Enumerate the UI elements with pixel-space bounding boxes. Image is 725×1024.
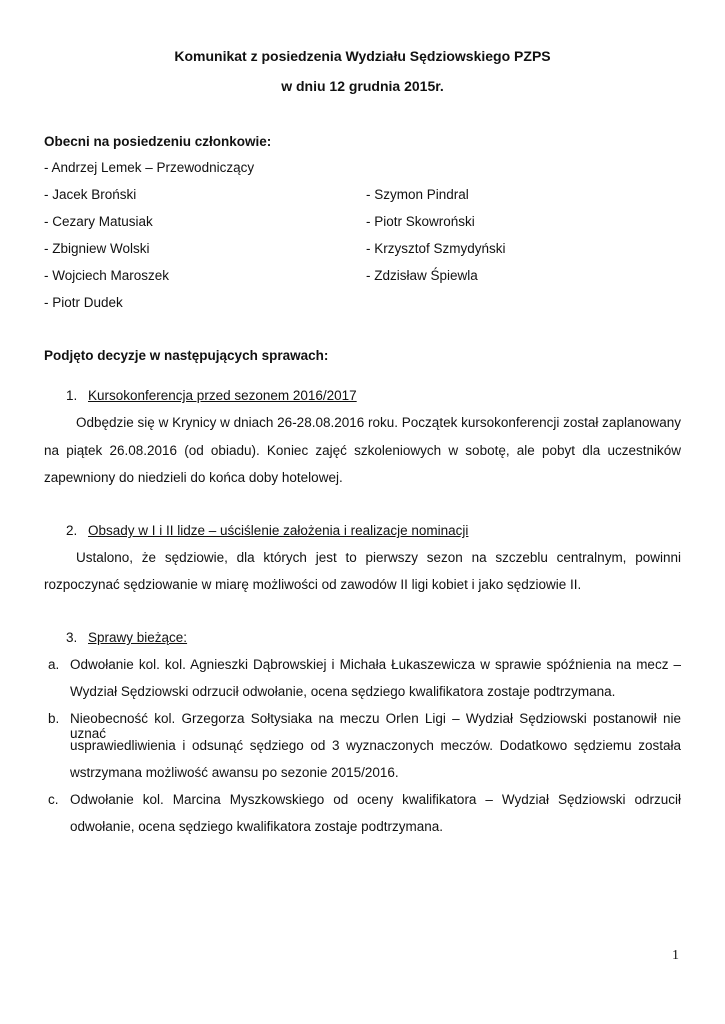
member-chair: - Andrzej Lemek – Przewodniczący xyxy=(44,160,255,175)
list-item-line: Odwołanie kol. kol. Agnieszki Dąbrowskiej i Michała Łukaszewicza w sprawie spóźnienia na mecz – xyxy=(70,657,681,672)
section-title: Kursokonferencja przed sezonem 2016/2017 xyxy=(88,388,357,403)
member-left: - Piotr Dudek xyxy=(44,295,123,310)
list-letter: b. xyxy=(48,711,60,726)
paragraph-line: na piątek 26.08.2016 (od obiadu). Koniec zajęć szkoleniowych w sobotę, ale pobyt dla uczestników xyxy=(44,443,681,458)
paragraph-line: rozpoczynać sędziowanie w miarę możliwości od zawodów II ligi kobiet i jako sędziowie II. xyxy=(44,577,582,592)
decisions-heading: Podjęto decyzje w następujących sprawach: xyxy=(44,348,329,363)
list-item-line: usprawiedliwienia i odsunąć sędziego od 3 wyznaczonych meczów. Dodatkowo sędziemu została xyxy=(70,738,681,753)
member-left: - Cezary Matusiak xyxy=(44,214,153,229)
member-left: - Zbigniew Wolski xyxy=(44,241,150,256)
member-left: - Jacek Broński xyxy=(44,187,137,202)
list-item-line: Nieobecność kol. Grzegorza Sołtysiaka na meczu Orlen Ligi – Wydział Sędziowski postanowił nie uznać xyxy=(70,711,681,741)
section-title: Sprawy bieżące: xyxy=(88,630,188,645)
list-item-line: Odwołanie kol. Marcina Myszkowskiego od oceny kwalifikatora – Wydział Sędziowski odrzucił xyxy=(70,792,681,807)
paragraph-line: Odbędzie się w Krynicy w dniach 26-28.08.2016 roku. Początek kursokonferencji został zaplanowany xyxy=(76,415,681,430)
paragraph-line: zapewniony do niedzieli do końca doby hotelowej. xyxy=(44,470,343,485)
page-number: 1 xyxy=(672,948,679,963)
document-date: w dniu 12 grudnia 2015r. xyxy=(281,78,444,94)
member-left: - Wojciech Maroszek xyxy=(44,268,170,283)
member-right: - Zdzisław Śpiewla xyxy=(366,268,478,283)
list-item-line: Wydział Sędziowski odrzucił odwołanie, ocena sędziego kwalifikatora zostaje podtrzymana. xyxy=(70,684,616,699)
section-title: Obsady w I i II lidze – uściślenie założenia i realizacje nominacji xyxy=(88,523,469,538)
document-title: Komunikat z posiedzenia Wydziału Sędziowskiego PZPS xyxy=(174,48,551,64)
paragraph-line: Ustalono, że sędziowie, dla których jest to pierwszy sezon na szczeblu centralnym, powinni xyxy=(76,550,681,565)
section-number: 2. xyxy=(66,523,78,538)
list-letter: a. xyxy=(48,657,60,672)
list-item-line: odwołanie, ocena sędziego kwalifikatora zostaje podtrzymana. xyxy=(70,819,443,834)
member-right: - Piotr Skowroński xyxy=(366,214,475,229)
list-item-line: wstrzymana możliwość awansu po sezonie 2015/2016. xyxy=(70,765,399,780)
member-right: - Krzysztof Szmydyński xyxy=(366,241,506,256)
section-number: 3. xyxy=(66,630,78,645)
section-number: 1. xyxy=(66,388,78,403)
list-letter: c. xyxy=(48,792,59,807)
members-heading: Obecni na posiedzeniu członkowie: xyxy=(44,134,272,149)
member-right: - Szymon Pindral xyxy=(366,187,469,202)
